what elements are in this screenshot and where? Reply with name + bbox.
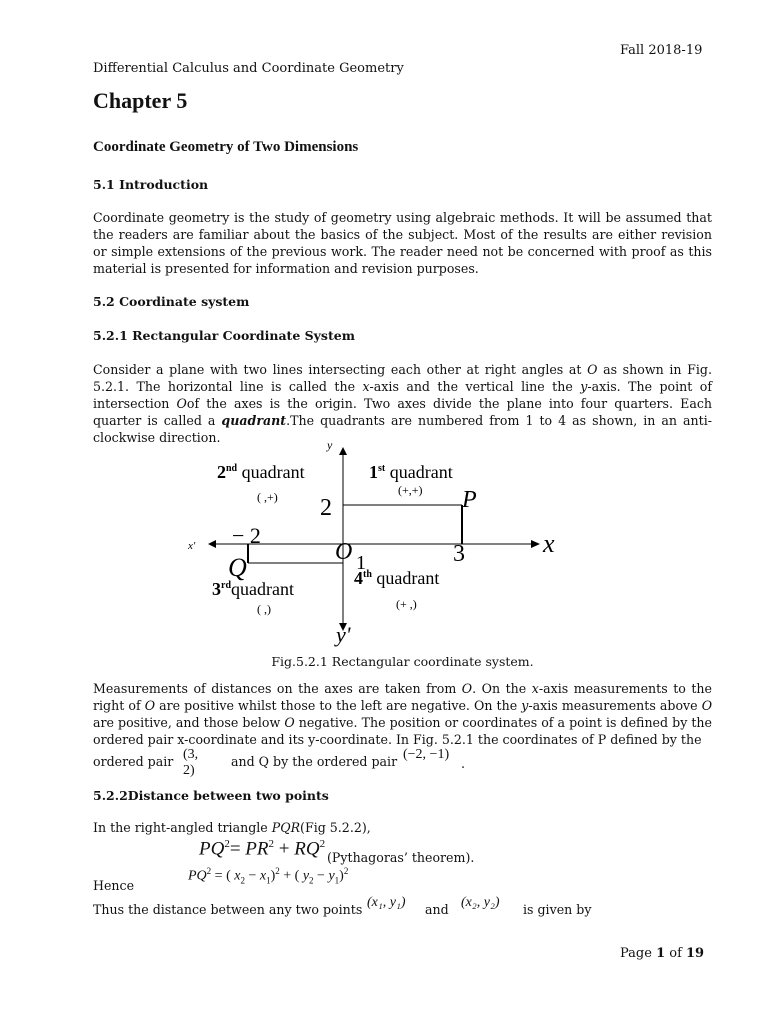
point-q: Q [228,553,247,582]
distance-squared-formula: $PQ^2$ = ( $x_2 - x_1)^2$ + ( $y_2 - y_1)^2$ [188,866,349,886]
hence-label: Hence [93,878,135,893]
triangle-intro: In the right-angled triangle PQR(Fig 5.2.2), [93,820,371,835]
chapter-title: Chapter 5 [93,88,188,113]
section-title: Coordinate Geometry of Two Dimensions [93,139,359,155]
tick-y-2: 2 [320,495,332,521]
pythagoras-formula: $PQ^2= PR^2 + RQ^2$ [199,838,326,860]
quadrant-4-sign: (+ ,) [396,597,417,611]
ordered-pair-line: ordered pair (3, 2) and Q by the ordered pair (−2, −1) . [93,747,466,778]
heading-5-1: 5.1 Introduction [93,177,209,192]
quadrant-2-sign: ( ,+) [257,490,278,504]
header-course: Differential Calculus and Coordinate Geometry [93,61,404,76]
pair-q: (−2, −1) [403,747,450,762]
origin-label: O [335,539,353,565]
intro-paragraph: Coordinate geometry is the study of geometry using algebraic methods. It will be assumed that the readers are familiar about the basics of the subject. Most of the results are either revision or simple extensions of the previous work. The reader need not be concerned with proof as this material is presented for information and revision purposes. [93,210,712,276]
point-2: (x₂, y₂) [461,895,500,910]
x-axis-label: x [543,529,555,558]
heading-5-2-1: 5.2.1 Rectangular Coordinate System [93,328,355,343]
quadrant-1-label: 1st quadrant [369,462,453,482]
tick-x-3: 3 [453,541,465,567]
y-neg-axis-label: y' [336,622,351,647]
quadrant-3-sign: ( ,) [257,602,271,616]
rect-coord-paragraph: Consider a plane with two lines intersecting each other at right angles at O as shown in Fig. 5.2.1. The horizontal line is called the x-axis and the vertical line the y-axis. The point of intersection Oof the axes is the origin. Two axes divide the plane into four quarters. Each quarter is called a quadrant.The quadrants are numbered from 1 to 4 as shown, in an anti-clockwise direction. [93,362,712,445]
point-1: (x₁, y₁) [367,895,406,910]
pythagoras-note: (Pythagoras’ theorem). [327,850,475,865]
page-number: Page 1 of 19 [620,946,705,961]
x-neg-arrow-icon [208,540,216,548]
point-p: P [462,487,477,513]
tick-x-neg-2: − 2 [232,523,261,548]
y-axis-arrow-icon [339,447,347,455]
origin-subscript: 1 [356,552,366,574]
figure-caption: Fig.5.2.1 Rectangular coordinate system. [271,654,534,669]
y-axis-label: y [327,438,333,452]
quadrant-3-label: 3rdquadrant [212,579,294,599]
heading-5-2-2: 5.2.2Distance between two points [93,788,329,803]
measurements-paragraph: Measurements of distances on the axes are taken from O. On the x-axis measurements to the right of O are positive whilst those to the left are negative. On the y-axis measurements above O are positive, and those below O negative. The position or coordinates of a point is defined by the ordered pair x-coordinate and its y-coordinate. In Fig. 5.2.1 the coordinates of P defined by the [93,681,713,747]
quadrant-4-label: 4th quadrant [354,568,440,588]
header-term: Fall 2018-19 [620,43,703,58]
distance-line: Thus the distance between any two points (x₁, y₁) and (x₂, y₂) is given by [93,895,592,917]
x-axis-arrow-icon [531,540,540,548]
pair-p: (3, 2) [183,747,199,778]
heading-5-2: 5.2 Coordinate system [93,294,250,309]
x-neg-axis-label: x' [188,540,196,552]
quadrant-figure [170,435,590,650]
quadrant-2-label: 2nd quadrant [217,462,305,482]
quadrant-1-sign: (+,+) [398,483,423,497]
